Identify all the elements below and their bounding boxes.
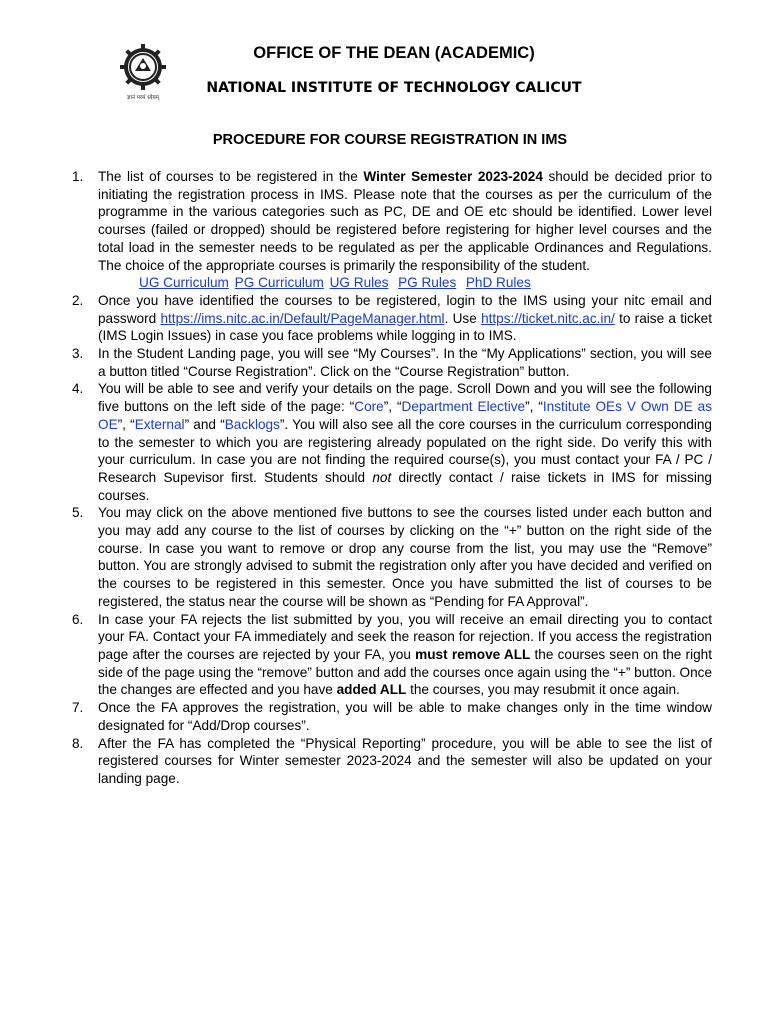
step-2: 2. Once you have identified the courses to be registered, login to the IMS using your nitc email and password https://ims.nitc.ac.in/Default/PageManager.html. Use https://ticket.nitc.ac.in/ to raise a ticket (IMS Login Issues) in case you face problems while logging in to IMS. (72, 292, 712, 344)
pg-curriculum-link[interactable]: PG Curriculum (234, 275, 324, 291)
rules-links (98, 274, 712, 292)
ims-login-link[interactable]: https://ims.nitc.ac.in/Default/PageManager.html (160, 310, 445, 326)
step-8: 8. After the FA has completed the “Physical Reporting” procedure, you will be able to see the list of registered courses for Winter semester 2023-2024 and the semester will also be updated on your landing page. (72, 735, 712, 786)
step-7: 7. Once the FA approves the registration, you will be able to make changes only in the time window designated for “Add/Drop courses”. (72, 700, 712, 733)
ticket-link[interactable]: https://ticket.nitc.ac.in/ (481, 310, 615, 326)
step-4: 4. You will be able to see and verify your details on the page. Scroll Down and you will see the following five buttons on the left side of the page: “Core”, “Department Elective”, “Institute OEs V Own DE as OE”, “External” and “Backlogs”. You will also see all the core courses in the curriculum corresponding to the semester to which you are registering already populated on the right side. Do verify this with your curriculum. In case you are not finding the required course(s), you must contact your FA / PC / Research Supevisor first. Students should not directly contact / raise tickets in IMS for missing courses. (72, 381, 713, 503)
ug-curriculum-link[interactable]: UG Curriculum (139, 275, 229, 291)
step-5: 5. You may click on the above mentioned five buttons to see the courses listed under each button and you may add any course to the list of courses by clicking on the “+” button on the right side of the course. In case you want to remove or drop any course from the list, you may use the “Remove” button. You are strongly advised to submit the registration only after you have decided and verified on the courses to be registered in this semester. Once you have submitted the list of courses to be registered, the status near the course will be shown as “Pending for FA Approval”. (72, 505, 712, 609)
external-label: External (134, 416, 185, 432)
department-elective-label: Department Elective (401, 399, 526, 415)
backlogs-label: Backlogs (224, 416, 280, 432)
step-6: 6. In case your FA rejects the list submitted by you, you will receive an email directing you to contact your FA. Contact your FA immediately and seek the reason for rejection. If you access the registration page after the courses are rejected by your FA, you must remove ALL the courses seen on the right side of the page using the “remove” button and add the courses once again using the “+” button. Once the changes are effected and you have added ALL the courses, you may resubmit it once again. (72, 611, 713, 698)
office-heading: OFFICE OF THE DEAN (ACADEMIC) (253, 44, 535, 62)
document-title: PROCEDURE FOR COURSE REGISTRATION IN IMS (212, 132, 568, 148)
phd-rules-link[interactable]: PhD Rules (465, 275, 531, 291)
step-1: 1. The list of courses to be registered in the Winter Semester 2023-2024 should be decided prior to initiating the registration process in IMS. Please note that the courses as per the curriculum of the programme in the various categories such as PC, DE and OE etc should be identified. Lower level courses (failed or dropped) should be registered before registering for higher level courses and the total load in the semester needs to be regulated as per the applicable Ordinances and Regulations. The choice of the appropriate courses is primarily the responsibility of the student. UG Curriculum PG Curriculum UG Rules PG Rules PhD Rules (72, 169, 712, 291)
institute-heading: NATIONAL INSTITUTE OF TECHNOLOGY CALICUT (206, 80, 582, 96)
institute-oe-label: Institute OEs V Own DE as OE (98, 399, 713, 432)
pg-rules-link[interactable]: PG Rules (398, 275, 457, 291)
procedure-list (60, 168, 712, 788)
step-3: 3. In the Student Landing page, you will see “My Courses”. In the “My Applications” section, you will see a button titled “Course Registration”. Click on the “Course Registration” button. (72, 346, 712, 379)
core-label: Core (354, 399, 384, 415)
logo-caption: ज्ञानं परमं ध्येयम् (127, 95, 159, 101)
ug-rules-link[interactable]: UG Rules (329, 275, 389, 291)
